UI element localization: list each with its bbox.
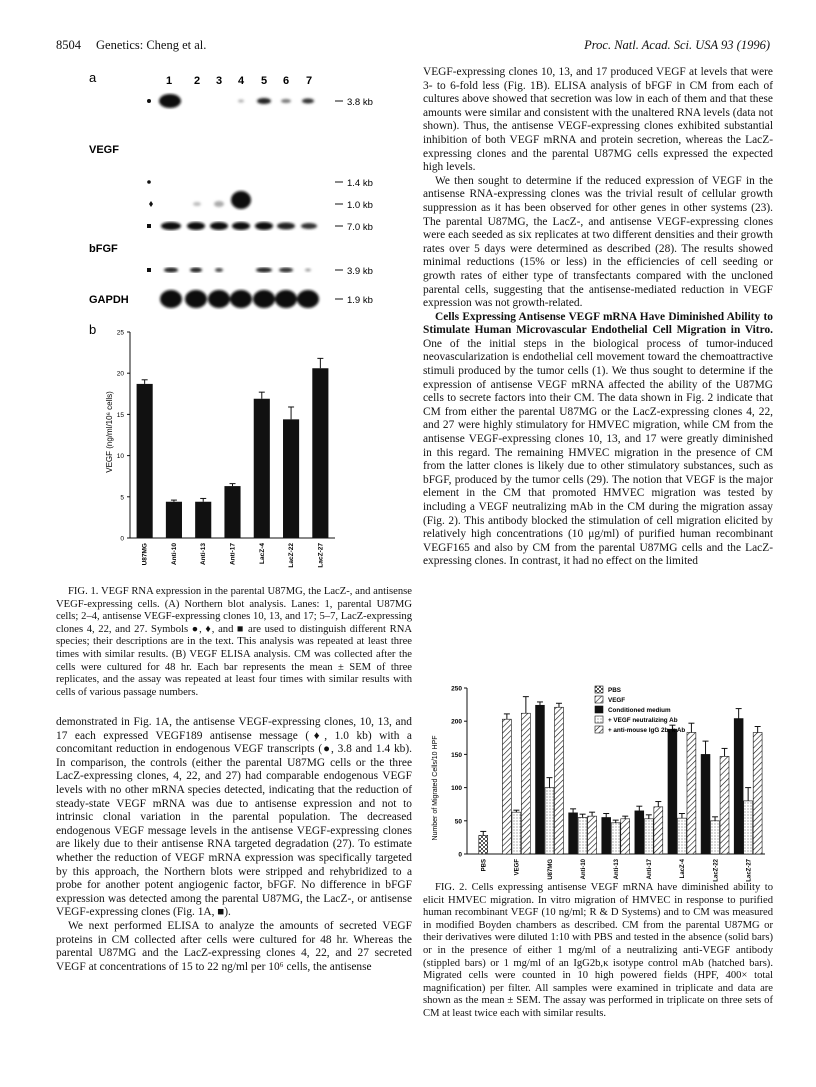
fig1-caption (56, 586, 412, 699)
blot-row-vegf-1.0kb (193, 191, 251, 209)
fig1b-elisa-chart (85, 318, 345, 580)
bar-u87mg (137, 384, 153, 538)
bar-anti-13 (195, 502, 211, 538)
legend-swatch (595, 686, 603, 693)
y-tick-label: 50 (454, 818, 462, 826)
x-tick-label: PBS (481, 859, 488, 872)
left-column-text (56, 716, 412, 974)
fig1a-panel-label: a (89, 70, 97, 85)
rna-symbol-circle (147, 180, 151, 184)
bar-lacz-22-3 (711, 821, 720, 854)
legend-label: + VEGF neutralizing Ab (608, 717, 678, 724)
bar-vegf-3 (512, 812, 521, 854)
y-tick-label: 5 (120, 494, 124, 502)
size-marker: 3.8 kb (347, 97, 373, 108)
bar-anti-13-2 (602, 817, 611, 854)
lane-labels (166, 75, 312, 87)
bar-anti-10-2 (569, 813, 578, 854)
bar-anti-10-3 (578, 817, 587, 854)
y-tick-label: 0 (120, 535, 124, 543)
bar-anti-17-2 (635, 811, 644, 854)
fig1-caption-text: FIG. 1. VEGF RNA expression in the parental U87MG, the LacZ-, and antisense VEGF-expressing cells. (A) Northern blot analysis. Lanes: 1, parental U87MG cells; 2–4, antisense VEGF-expressing clones 10, 13, and 17; 5–7, LacZ-expressing clones 4, 22, and 27. Symbols ●, ♦, and ■ are used to distinguish different RNA species; their descriptions are in the text. This analysis was repeated at least three times with similar results. (B) VEGF ELISA analysis. CM was collected after the cells were cultured for 48 hr. Each bar represents the mean ± SEM of three replicates, and the assay was repeated at least four times with similar results with cells of various passage numbers. (56, 586, 412, 698)
bar-lacz-27 (312, 368, 328, 538)
y-tick-label: 15 (116, 411, 124, 419)
x-tick-label: VEGF (514, 859, 521, 876)
fig2-caption-text: FIG. 2. Cells expressing antisense VEGF mRNA have diminished ability to elicit HMVEC migration. In vitro migration of HMVEC in response to purified human recombinant VEGF (10 ng/ml; R & D Systems) and to CM was measured in modified Boyden chambers as described. CM from the parental U87MG or their derivatives were diluted 1:10 with PBS and tested in the absence (solid bars) or in the presence of either 1 mg/ml of a neutralizing anti-VEGF antibody (stippled bars) or 1 mg/ml of an IgG2b,κ isotype control mAb (hatched bars). Migrated cells were counted in 10 high powered fields (HPF, 400× total magnification) per filter. All samples were examined in triplicate and data are shown as the mean ± SEM. The assay was performed in triplicate on three sets of CM at least twice each with similar results. (423, 882, 773, 1019)
lane-label: 2 (193, 75, 201, 87)
x-tick-label: U87MG (141, 543, 149, 566)
blot-row-bfgf-7.0kb (161, 222, 317, 230)
x-tick-label: LacZ-27 (746, 859, 753, 882)
paragraph-body: One of the initial steps in the biological process of tumor-induced neovascularization is endothelial cell movement toward the chemoattractive stimuli produced by the tumor cells (1). We thus sought to determine if the expression of antisense VEGF mRNA affected the ability of the U87MG cells to secrete factors into their CM. The data shown in Fig. 2 indicate that CM from either the parental U87MG or the LacZ-expressing clones 4, 22, and 27 were highly stimulatory for HMVEC migration, while CM from the antisense VEGF-expressing clones 10, 13, and 17 were greatly diminished in this regard. The remaining HMVEC migration in the presence of CM from the latter clones is likely due to other stimulatory substances, such as bFGF, produced by the tumor cells (29). The notion that VEGF is the major element in the CM that promoted HMVEC migration was tested by including a VEGF neutralizing mAb in the CM during the migration assay (Fig. 2). This antibody blocked the stimulation of cell migration elicited by relatively high concentrations (10 μg/ml) of purified human recombinant VEGF165 and also by CM from the parental U87MG cells and the LacZ-expressing clones. In contrast, it had no effect on the limited (423, 337, 773, 568)
x-tick-label: Anti-10 (170, 543, 178, 566)
x-tick-label: U87MG (547, 859, 554, 880)
legend-swatch (595, 716, 603, 723)
bar-lacz-4-3 (677, 818, 686, 854)
probe-label-bfgf: bFGF (89, 243, 118, 255)
bar-pbs-0 (479, 835, 488, 854)
y-tick-label: 150 (451, 751, 462, 759)
size-marker: 1.4 kb (347, 178, 373, 189)
lane-label: 6 (282, 75, 290, 87)
bar-lacz-22 (283, 419, 299, 538)
legend-label: + anti-mouse IgG 2b, k Ab (608, 727, 686, 734)
legend-swatch (595, 706, 603, 713)
rna-symbol-square (147, 268, 151, 272)
journal-citation: Proc. Natl. Acad. Sci. USA 93 (1996) (584, 38, 770, 52)
section-heading: Cells Expressing Antisense VEGF mRNA Have Diminished Ability to Stimulate Human Microvascular Endothelial Cell Migration in Vitro. (423, 310, 773, 337)
bar-anti-17 (224, 486, 240, 538)
rna-symbol-diamond (149, 201, 153, 207)
bar-anti-13-3 (611, 823, 620, 854)
bar-lacz-27-2 (734, 719, 743, 854)
fig2-y-axis-label: Number of Migrated Cells/10 HPF (432, 735, 439, 841)
probe-label-vegf: VEGF (89, 144, 119, 156)
fig1a-northern-blot (85, 66, 395, 316)
bar-u87mg-3 (545, 788, 554, 854)
bar-u87mg-2 (536, 705, 545, 854)
section-title: Genetics: Cheng et al. (96, 38, 207, 52)
bar-anti-13-4 (621, 819, 630, 854)
y-tick-label: 25 (116, 329, 124, 337)
page-number: 8504 (56, 38, 81, 52)
x-tick-label: Anti-17 (647, 859, 654, 880)
y-tick-label: 100 (451, 785, 462, 793)
size-marker: 7.0 kb (347, 222, 373, 233)
paragraph (423, 311, 773, 569)
legend-swatch (595, 726, 603, 733)
probe-label-gapdh: GAPDH (89, 294, 129, 306)
legend-label: Conditioned medium (608, 707, 671, 714)
running-header (56, 38, 770, 54)
bar-u87mg-4 (555, 707, 564, 854)
fig1b-panel-label: b (89, 322, 97, 337)
x-tick-label: LacZ-4 (680, 859, 687, 879)
lane-label: 5 (260, 75, 268, 87)
size-marker: 3.9 kb (347, 266, 373, 277)
legend-swatch (595, 696, 603, 703)
fig2-caption (423, 882, 773, 1021)
x-tick-label: LacZ-4 (258, 543, 266, 564)
x-tick-label: Anti-13 (614, 859, 620, 880)
y-tick-label: 10 (116, 453, 124, 461)
bar-anti-17-3 (644, 819, 653, 854)
size-marker: 1.0 kb (347, 200, 373, 211)
x-tick-label: Anti-17 (229, 543, 237, 566)
paragraph: We then sought to determine if the reduced expression of VEGF in the antisense RNA-expressing clones was the trivial result of cellular growth suppression as it has been observed for other genes in other systems (23). The parental U87MG, the LacZ-, and antisense VEGF-expressing clones were each seeded as six replicates at two different densities and their growth rates over 5 days were determined as described (28). The results showed minimal reductions (15% or less) in the efficiencies of cell seeding or growth rates of either type of transfectants compared with the uncloned parental cells, suggesting that the antisense-mediated reduction in VEGF expression was not growth-related. (423, 174, 773, 310)
legend-label: PBS (608, 687, 621, 694)
bar-lacz-22-4 (720, 756, 729, 854)
fig1b-y-axis-label: VEGF (ng/ml/10⁶ cells) (105, 391, 114, 473)
bar-vegf-1 (502, 719, 511, 854)
paragraph: VEGF-expressing clones 10, 13, and 17 produced VEGF at levels that were 3- to 6-fold less (Fig. 1B). ELISA analysis of bFGF in CM from each of cultures above showed that secretion was low in each of them and that these amounts were similar and consistent with the unaltered RNA levels (data not shown). Thus, the antisense VEGF-expressing clones exhibited substantial inhibition of both VEGF mRNA and protein secretion, whereas the LacZ-expressing clones and the parental U87MG cells expressed the expected high levels. (423, 66, 773, 174)
paragraph: We next performed ELISA to analyze the amounts of secreted VEGF proteins in CM collected after cells were cultured for 48 hr. Whereas the parental U87MG and the LacZ-expressing clones 4, 22, and 27 secreted VEGF at concentrations of 15 to 22 ng/ml per 10⁶ cells, the antisense (56, 919, 412, 973)
right-column-text (423, 66, 773, 569)
x-tick-label: LacZ-27 (317, 543, 325, 568)
blot-row-bfgf-3.9kb (164, 268, 311, 273)
legend-label: VEGF (608, 697, 626, 704)
size-marker: 1.9 kb (347, 295, 373, 306)
lane-label: 1 (165, 75, 173, 87)
rna-symbol-square (147, 224, 151, 228)
x-tick-label: Anti-13 (200, 543, 208, 566)
bar-vegf-4 (521, 713, 530, 854)
y-tick-label: 0 (458, 851, 462, 859)
rna-symbol-circle (147, 99, 151, 103)
blot-row-vegf-3.8kb (159, 94, 314, 108)
y-tick-label: 20 (116, 370, 124, 378)
bar-lacz-27-3 (744, 801, 753, 854)
x-tick-label: Anti-10 (580, 859, 587, 880)
bar-anti-10 (166, 502, 182, 538)
bar-lacz-4-4 (687, 732, 696, 854)
x-tick-label: LacZ-22 (713, 859, 720, 882)
bar-lacz-4 (254, 399, 270, 538)
lane-label: 7 (305, 75, 313, 87)
x-tick-label: LacZ-22 (288, 543, 296, 568)
y-tick-label: 200 (451, 718, 462, 726)
lane-label: 4 (237, 75, 245, 87)
lane-label: 3 (215, 75, 223, 87)
bar-lacz-27-4 (753, 732, 762, 854)
bar-lacz-4-2 (668, 729, 677, 854)
bar-lacz-22-2 (701, 754, 710, 854)
y-tick-label: 250 (451, 685, 462, 693)
bar-anti-17-4 (654, 807, 663, 854)
paragraph: demonstrated in Fig. 1A, the antisense VEGF-expressing clones, 10, 13, and 17 each expressed VEGF189 antisense message (♦, 1.0 kb) with a concomitant reduction in endogenous VEGF transcripts (●, 3.8 and 1.4 kb). In comparison, the controls (either the parental U87MG cells or the three LacZ-expressing clones, 4, 22, and 27) had comparable endogenous VEGF levels with no other mRNA species detected, indicating that the reduction of steady-state VEGF mRNA was due to antisense expression and not to intrinsic clonal variation in the parental population. The decreased endogenous VEGF message levels in the antisense VEGF-expressing clones are likely due to their antisense RNA targeted degradation (27). To estimate whether the reduction of VEGF mRNA expression was specifically targeted by this approach, the Northern blots were stripped and rehybridized to a probe for another potent angiogenic factor, bFGF. No difference in bFGF expression was detected among the parental U87MG, the LacZ-, or antisense VEGF-expressing clones (Fig. 1A, ■). (56, 716, 412, 919)
blot-row-gapdh-1.9kb (160, 290, 319, 308)
bar-anti-10-4 (588, 816, 597, 854)
